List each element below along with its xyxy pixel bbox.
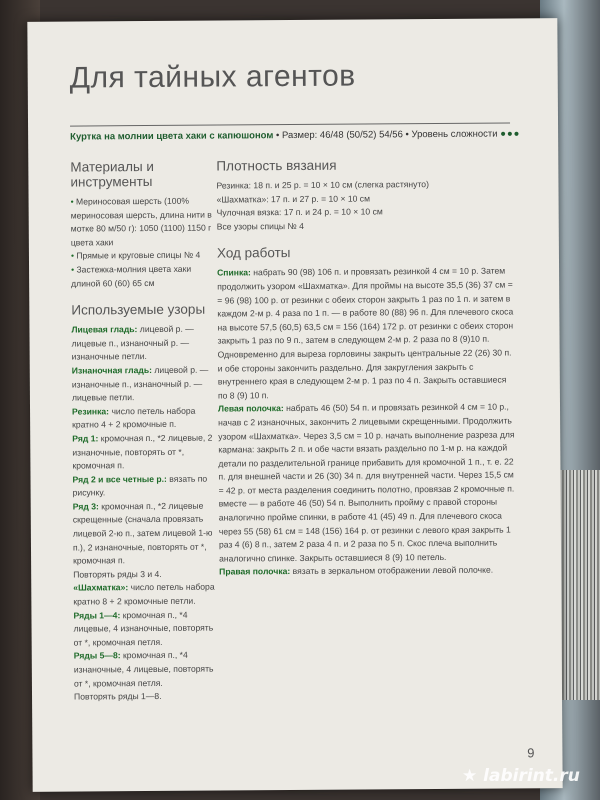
density-list: [216, 177, 516, 233]
patterns-list: [71, 323, 224, 705]
pattern-item-term: «Шахматка»:: [73, 582, 129, 593]
pattern-item-text: лицевой р. — лицевые п., изнаночный р. — изнаночные петли.: [71, 323, 194, 362]
patterns-heading: Используемые узоры: [71, 301, 206, 318]
pattern-item-term: Изнаночная гладь:: [71, 364, 153, 376]
pattern-item-text: вязать по рисунку.: [72, 473, 208, 498]
work-item: [219, 564, 519, 580]
page-number: 9: [527, 745, 535, 761]
density-line: «Шахматка»: 17 п. и 27 р. = 10 × 10 см: [216, 193, 371, 205]
pattern-item: [74, 690, 224, 705]
work-item: [217, 265, 518, 403]
work-item-text: вязать в зеркальном отображении левой полочке.: [290, 565, 494, 577]
difficulty-dots: ●●●: [500, 128, 521, 140]
pattern-item-text: кромочная п., *2 лицевые скрещенные (сначала провязать лицевой 2-ю п., затем лицевой 1-ю п.), 2 изнаночные, повторять от *, кромочная п.: [72, 500, 213, 566]
background-stripes: [560, 470, 600, 700]
pattern-item: [73, 608, 223, 650]
pattern-item: [73, 567, 223, 582]
pattern-item: [73, 499, 223, 568]
pattern-item-term: Лицевая гладь:: [71, 324, 138, 335]
pattern-item-text: кромочная п., *4 лицевые, 4 изнаночные, повторять от *, кромочная петля.: [73, 609, 214, 648]
pattern-item-text: Повторять ряды 1—8.: [73, 691, 162, 702]
pattern-item-text: число петель набора кратно 8 + 2 кромочные петли.: [73, 582, 215, 607]
right-column: [216, 146, 519, 579]
work-item: [218, 401, 519, 566]
pattern-item-term: Ряды 5—8:: [73, 650, 121, 661]
pattern-item: [72, 431, 222, 473]
pattern-item: [72, 472, 222, 500]
subtitle-rest: • Размер: 46/48 (50/52) 54/56 • Уровень сложности: [273, 128, 501, 142]
left-column: [70, 149, 224, 705]
work-item-text: набрать 46 (50) 54 п. и провязать резинкой 4 см = 10 р., начав с 2 изнаночных, закончить 2 лицевыми скрещенными. Продолжить узором «Шахматка». Через 3,5 см = 10 р. начать выполнение разреза для кармана: закрыть 2 п. и обе части вязать раздельно по 1-м р. на каждой детали по разделительной границе прибавить для кромочной 1 п., т. е. 22 п. для внешней части и 26 (30) 34 п. для внутренней части. Через 15,5 см = 42 р. от места разделения соединить полотно, провязав 2 кромочные п. вместе — в работе 46 (50) 54 п. Выполнить пройму с правой стороны аналогично пройме спинки, в работе 41 (45) 49 п. Для плечевого скоса через 55 (58) 61 см = 148 (156) 164 р. от резинки с левого края закрыть 1 раз 4 (6) 8 п., затем 2 раза 4 п. и 2 раза по 5 п. Скос плеча выполнить аналогично спинке. Закрыть оставшиеся 8 (9) 10 петель.: [218, 401, 515, 564]
work-item-term: Спинка:: [217, 267, 251, 278]
density-line: Резинка: 18 п. и 25 р. = 10 × 10 см (слегка растянуто): [216, 179, 429, 191]
watermark: ★ labirint.ru: [462, 766, 580, 786]
subtitle: [70, 128, 520, 142]
density-heading: Плотность вязания: [216, 157, 337, 174]
work-item-term: Левая полочка:: [217, 403, 284, 414]
pattern-item-term: Ряд 2 и все четные р.:: [72, 473, 167, 485]
pattern-item-term: Ряд 3:: [72, 501, 99, 512]
material-item: • Мериносовая шерсть (100% мериносовая шерсть, длина нити в мотке 80 м/50 г): 1050 (1100) 1150 г цвета хаки: [71, 195, 221, 250]
pattern-item-term: Резинка:: [72, 406, 110, 417]
pattern-item-text: Повторять ряды 3 и 4.: [73, 568, 162, 580]
pattern-item: [72, 404, 222, 432]
density-line: Чулочная вязка: 17 п. и 24 р. = 10 × 10 см: [216, 206, 383, 218]
density-line: Все узоры спицы № 4: [216, 220, 304, 232]
work-item-text: набрать 90 (98) 106 п. и провязать резинкой 4 см = 10 р. Затем продолжить узором «Шахматка». Для проймы на высоте 35,5 (36) 37 см = = 96 (98) 100 р. от резинки с обеих сторон закрыть 1 раз по 1 п. и затем в каждом 2-м р. 4 раза по 1 п. — в работе 80 (88) 96 п. Для плечевого скоса на высоте 57,5 (60,5) 63,5 см = 156 (164) 172 р. от резинки с обеих сторон закрыть 1 раз по 9 п., затем в следующем 2-м р. 2 раза по 8 (9)10 п. Одновременно для выреза горловины закрыть центральные 22 (26) 30 п. и обе стороны закончить раздельно. Для закругления закрыть с внутреннего края в следующем 2-м р. 1 раз по 4 п. Закрыть оставшиеся по 8 (9) 10 п.: [217, 265, 514, 401]
pattern-item: [72, 363, 222, 405]
materials-list: [71, 195, 222, 291]
title-rule: [70, 122, 510, 126]
book-page: [27, 18, 562, 792]
pattern-item-text: кромочная п., *2 лицевые, 2 изнаночные, повторять от *, кромочная п.: [72, 432, 213, 471]
subtitle-bold: Куртка на молнии цвета хаки с капюшоном: [70, 130, 274, 143]
pattern-item: [71, 323, 221, 365]
work-item-term: Правая полочка:: [219, 566, 291, 577]
pattern-item: [73, 581, 223, 609]
pattern-item-text: лицевой р. — изнаночные п., изнаночный р. — лицевые петли.: [71, 364, 209, 403]
pattern-item-text: кромочная п., *4 изнаночные, 4 лицевые, повторять от *, кромочная петля.: [73, 650, 214, 689]
work-heading: Ход работы: [216, 245, 291, 261]
pattern-item-term: Ряд 1:: [72, 433, 99, 444]
material-item: • Застежка-молния цвета хаки длиной 60 (60) 65 см: [71, 262, 221, 290]
pattern-item-text: число петель набора кратно 4 + 2 кромочные п.: [72, 405, 196, 430]
material-item: • Прямые и круговые спицы № 4: [71, 249, 221, 264]
pattern-item: [74, 649, 224, 691]
work-list: [217, 265, 519, 580]
materials-heading: Материалы и инструменты: [70, 158, 154, 190]
page-title: Для тайных агентов: [69, 59, 356, 95]
pattern-item-term: Ряды 1—4:: [73, 609, 121, 621]
